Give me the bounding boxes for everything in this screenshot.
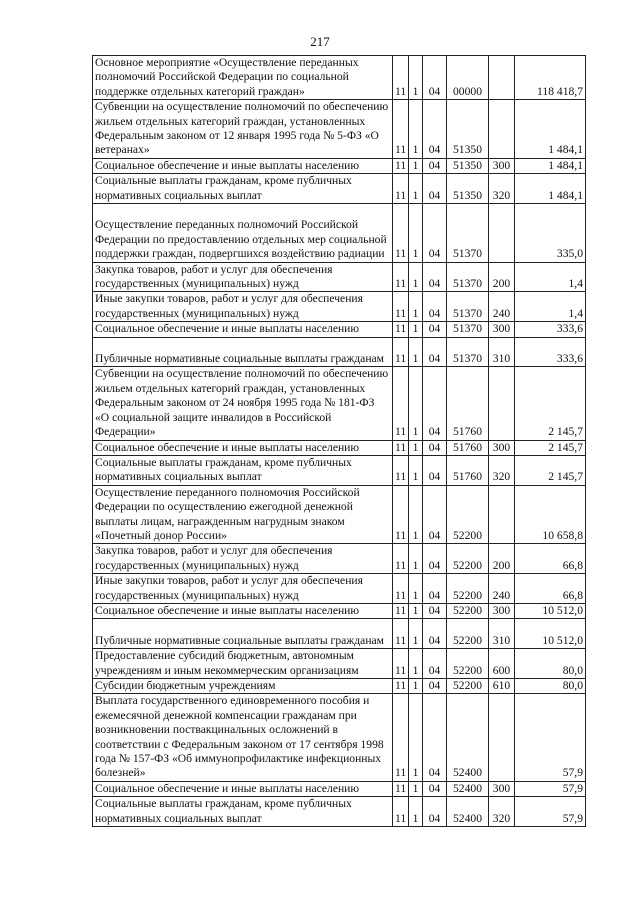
direction-code: 51350 — [447, 100, 489, 159]
subprogram-code: 1 — [409, 158, 423, 173]
row-name: Закупка товаров, работ и услуг для обеспечения государственных (муниципальных) нужд — [93, 544, 393, 574]
program-code: 11 — [393, 174, 409, 204]
event-code: 04 — [423, 367, 447, 440]
row-name: Субвенции на осуществление полномочий по обеспечению жильем отдельных категорий граждан, установленных Федеральным законом от 24 ноября 1995 года № 181-ФЗ «О социальной защите инвалидов в Российской Федерации» — [93, 367, 393, 440]
row-name: Выплата государственного единовременного пособия и ежемесячной денежной компенсации гражданам при возникновении поствакцинальных осложнений в соответствии с Федеральным законом от 17 сентября 1998 года № 157-ФЗ «Об иммунопрофилактике инфекционных болезней» — [93, 694, 393, 781]
program-code: 11 — [393, 797, 409, 827]
expense-type-code: 320 — [489, 797, 515, 827]
direction-code: 52400 — [447, 797, 489, 827]
event-code: 04 — [423, 292, 447, 322]
row-amount: 2 145,7 — [515, 440, 586, 455]
expense-type-code — [489, 56, 515, 100]
table-row — [93, 204, 586, 263]
program-code: 11 — [393, 292, 409, 322]
expense-type-code — [489, 204, 515, 263]
direction-code: 52200 — [447, 679, 489, 694]
row-amount: 333,6 — [515, 322, 586, 337]
direction-code: 52200 — [447, 603, 489, 618]
expense-type-code — [489, 485, 515, 544]
row-amount: 66,8 — [515, 574, 586, 604]
row-amount: 1 484,1 — [515, 174, 586, 204]
table-row — [93, 262, 586, 292]
event-code: 04 — [423, 797, 447, 827]
subprogram-code: 1 — [409, 694, 423, 781]
program-code: 11 — [393, 440, 409, 455]
expense-type-code: 300 — [489, 440, 515, 455]
direction-code: 51350 — [447, 174, 489, 204]
expense-type-code: 200 — [489, 544, 515, 574]
row-amount: 10 658,8 — [515, 485, 586, 544]
table-row — [93, 485, 586, 544]
row-name: Публичные нормативные социальные выплаты гражданам — [93, 619, 393, 649]
table-row — [93, 603, 586, 618]
table-row — [93, 619, 586, 649]
subprogram-code: 1 — [409, 440, 423, 455]
expense-type-code: 300 — [489, 603, 515, 618]
direction-code: 51760 — [447, 440, 489, 455]
program-code: 11 — [393, 544, 409, 574]
event-code: 04 — [423, 619, 447, 649]
table-row — [93, 367, 586, 440]
program-code: 11 — [393, 574, 409, 604]
row-name: Иные закупки товаров, работ и услуг для обеспечения государственных (муниципальных) нужд — [93, 574, 393, 604]
expense-type-code: 240 — [489, 574, 515, 604]
event-code: 04 — [423, 204, 447, 263]
subprogram-code: 1 — [409, 603, 423, 618]
subprogram-code: 1 — [409, 337, 423, 367]
row-name: Субсидии бюджетным учреждениям — [93, 679, 393, 694]
direction-code: 51760 — [447, 367, 489, 440]
expense-type-code — [489, 100, 515, 159]
event-code: 04 — [423, 158, 447, 173]
row-name: Иные закупки товаров, работ и услуг для обеспечения государственных (муниципальных) нужд — [93, 292, 393, 322]
expense-type-code — [489, 694, 515, 781]
row-amount: 1 484,1 — [515, 158, 586, 173]
direction-code: 52200 — [447, 574, 489, 604]
row-amount: 57,9 — [515, 781, 586, 796]
row-name: Закупка товаров, работ и услуг для обеспечения государственных (муниципальных) нужд — [93, 262, 393, 292]
row-name: Социальные выплаты гражданам, кроме публичных нормативных социальных выплат — [93, 797, 393, 827]
row-name: Субвенции на осуществление полномочий по обеспечению жильем отдельных категорий граждан, установленных Федеральным законом от 12 января 1995 года № 5-ФЗ «О ветеранах» — [93, 100, 393, 159]
event-code: 04 — [423, 262, 447, 292]
table-row — [93, 797, 586, 827]
table-row — [93, 322, 586, 337]
program-code: 11 — [393, 337, 409, 367]
row-amount: 2 145,7 — [515, 367, 586, 440]
program-code: 11 — [393, 485, 409, 544]
row-name: Публичные нормативные социальные выплаты гражданам — [93, 337, 393, 367]
row-amount: 57,9 — [515, 797, 586, 827]
program-code: 11 — [393, 455, 409, 485]
event-code: 04 — [423, 440, 447, 455]
subprogram-code: 1 — [409, 100, 423, 159]
direction-code: 52200 — [447, 619, 489, 649]
program-code: 11 — [393, 100, 409, 159]
program-code: 11 — [393, 619, 409, 649]
row-amount: 1,4 — [515, 262, 586, 292]
expense-type-code — [489, 367, 515, 440]
direction-code: 52400 — [447, 781, 489, 796]
direction-code: 51370 — [447, 262, 489, 292]
row-name: Социальное обеспечение и иные выплаты населению — [93, 440, 393, 455]
event-code: 04 — [423, 174, 447, 204]
row-amount: 118 418,7 — [515, 56, 586, 100]
event-code: 04 — [423, 322, 447, 337]
table-row — [93, 544, 586, 574]
event-code: 04 — [423, 649, 447, 679]
program-code: 11 — [393, 204, 409, 263]
row-name: Социальные выплаты гражданам, кроме публичных нормативных социальных выплат — [93, 174, 393, 204]
row-name: Осуществление переданных полномочий Российской Федерации по предоставлению отдельных мер социальной поддержки граждан, подвергшихся воздействию радиации — [93, 204, 393, 263]
row-amount: 1,4 — [515, 292, 586, 322]
direction-code: 52200 — [447, 649, 489, 679]
table-row — [93, 694, 586, 781]
program-code: 11 — [393, 158, 409, 173]
direction-code: 51370 — [447, 337, 489, 367]
expense-type-code: 240 — [489, 292, 515, 322]
event-code: 04 — [423, 694, 447, 781]
subprogram-code: 1 — [409, 367, 423, 440]
subprogram-code: 1 — [409, 56, 423, 100]
event-code: 04 — [423, 455, 447, 485]
row-amount: 80,0 — [515, 649, 586, 679]
program-code: 11 — [393, 367, 409, 440]
program-code: 11 — [393, 56, 409, 100]
subprogram-code: 1 — [409, 292, 423, 322]
expense-type-code: 310 — [489, 619, 515, 649]
row-amount: 10 512,0 — [515, 619, 586, 649]
subprogram-code: 1 — [409, 174, 423, 204]
expense-type-code: 300 — [489, 322, 515, 337]
expense-type-code: 200 — [489, 262, 515, 292]
program-code: 11 — [393, 603, 409, 618]
program-code: 11 — [393, 781, 409, 796]
subprogram-code: 1 — [409, 797, 423, 827]
event-code: 04 — [423, 781, 447, 796]
expense-type-code: 600 — [489, 649, 515, 679]
subprogram-code: 1 — [409, 619, 423, 649]
program-code: 11 — [393, 262, 409, 292]
event-code: 04 — [423, 56, 447, 100]
table-row — [93, 158, 586, 173]
row-name: Социальное обеспечение и иные выплаты населению — [93, 603, 393, 618]
event-code: 04 — [423, 337, 447, 367]
event-code: 04 — [423, 100, 447, 159]
row-name: Осуществление переданного полномочия Российской Федерации по осуществлению ежегодной денежной выплаты лицам, награжденным нагрудным знаком «Почетный донор России» — [93, 485, 393, 544]
direction-code: 52200 — [447, 485, 489, 544]
direction-code: 52200 — [447, 544, 489, 574]
expense-type-code: 610 — [489, 679, 515, 694]
table-row — [93, 781, 586, 796]
expense-type-code: 310 — [489, 337, 515, 367]
table-row — [93, 337, 586, 367]
direction-code: 51370 — [447, 322, 489, 337]
direction-code: 51350 — [447, 158, 489, 173]
subprogram-code: 1 — [409, 485, 423, 544]
row-name: Социальные выплаты гражданам, кроме публичных нормативных социальных выплат — [93, 455, 393, 485]
subprogram-code: 1 — [409, 544, 423, 574]
program-code: 11 — [393, 322, 409, 337]
table-row — [93, 292, 586, 322]
table-row — [93, 649, 586, 679]
table-row — [93, 574, 586, 604]
row-amount: 57,9 — [515, 694, 586, 781]
program-code: 11 — [393, 679, 409, 694]
expense-type-code: 320 — [489, 174, 515, 204]
program-code: 11 — [393, 694, 409, 781]
row-name: Социальное обеспечение и иные выплаты населению — [93, 322, 393, 337]
expense-type-code: 300 — [489, 781, 515, 796]
direction-code: 51760 — [447, 455, 489, 485]
event-code: 04 — [423, 603, 447, 618]
direction-code: 52400 — [447, 694, 489, 781]
row-amount: 80,0 — [515, 679, 586, 694]
direction-code: 51370 — [447, 292, 489, 322]
table-row — [93, 679, 586, 694]
subprogram-code: 1 — [409, 679, 423, 694]
table-row — [93, 56, 586, 100]
row-amount: 10 512,0 — [515, 603, 586, 618]
budget-table — [92, 55, 586, 827]
subprogram-code: 1 — [409, 322, 423, 337]
budget-table-body — [93, 56, 586, 827]
program-code: 11 — [393, 649, 409, 679]
expense-type-code: 320 — [489, 455, 515, 485]
subprogram-code: 1 — [409, 204, 423, 263]
page-number: 217 — [310, 34, 330, 49]
table-row — [93, 455, 586, 485]
row-amount: 1 484,1 — [515, 100, 586, 159]
row-name: Основное мероприятие «Осуществление переданных полномочий Российской Федерации по социальной поддержке отдельных категорий граждан» — [93, 56, 393, 100]
row-name: Предоставление субсидий бюджетным, автономным учреждениям и иным некоммерческим организациям — [93, 649, 393, 679]
event-code: 04 — [423, 485, 447, 544]
subprogram-code: 1 — [409, 574, 423, 604]
row-amount: 66,8 — [515, 544, 586, 574]
row-amount: 333,6 — [515, 337, 586, 367]
event-code: 04 — [423, 679, 447, 694]
table-row — [93, 100, 586, 159]
row-name: Социальное обеспечение и иные выплаты населению — [93, 158, 393, 173]
subprogram-code: 1 — [409, 649, 423, 679]
subprogram-code: 1 — [409, 262, 423, 292]
direction-code: 00000 — [447, 56, 489, 100]
event-code: 04 — [423, 544, 447, 574]
table-row — [93, 440, 586, 455]
subprogram-code: 1 — [409, 455, 423, 485]
table-row — [93, 174, 586, 204]
direction-code: 51370 — [447, 204, 489, 263]
row-name: Социальное обеспечение и иные выплаты населению — [93, 781, 393, 796]
event-code: 04 — [423, 574, 447, 604]
row-amount: 2 145,7 — [515, 455, 586, 485]
row-amount: 335,0 — [515, 204, 586, 263]
expense-type-code: 300 — [489, 158, 515, 173]
subprogram-code: 1 — [409, 781, 423, 796]
